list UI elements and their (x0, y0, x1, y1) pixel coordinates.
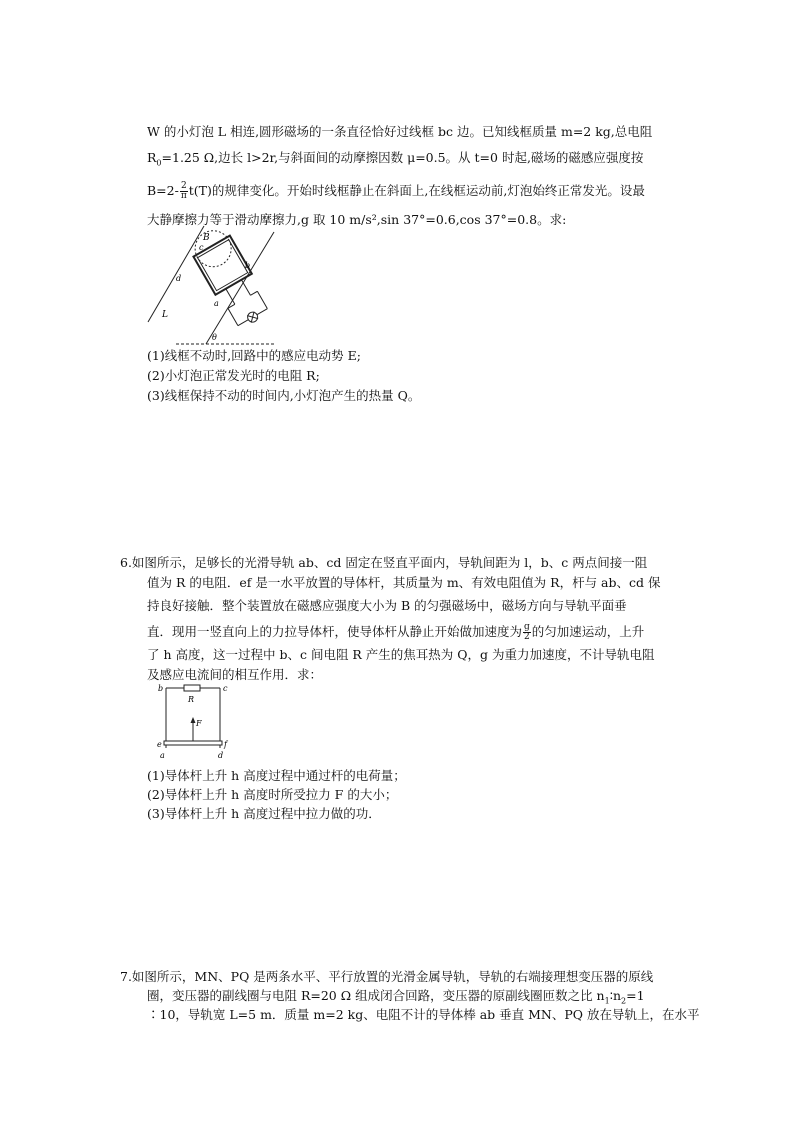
p6-question-1: (1)导体杆上升 h 高度过程中通过杆的电荷量； (147, 768, 406, 783)
p5-line1: W 的小灯泡 L 相连,圆形磁场的一条直径恰好过线框 bc 边。已知线框质量 m=2 kg,总电阻 (147, 124, 653, 139)
fraction: $\frac{g}{2}$ (524, 622, 530, 642)
label-b: b (158, 684, 164, 693)
p6-question-3: (3)导体杆上升 h 高度过程中拉力做的功． (147, 806, 381, 821)
label-a: a (214, 299, 219, 308)
p5-line3: B=2- $\frac{2}{\pi}$ t(T)的规律变化。开始时线框静止在斜面上,在线框运动前,灯泡始终正常发光。设最 (147, 181, 645, 201)
p5-question-1: (1)线框不动时,回路中的感应电动势 E; (147, 348, 361, 363)
incline-frame-figure (146, 224, 286, 346)
p6-line5: 了 h 高度，这一过程中 b、c 间电阻 R 产生的焦耳热为 Q，g 为重力加速度，不计导轨电阻 (147, 647, 655, 662)
label-B: B (203, 233, 210, 243)
label-F: F (196, 719, 202, 728)
label-b: b (245, 261, 251, 270)
p5-line4: 大静摩擦力等于滑动摩擦力,g 取 10 m/s²,sin 37°=0.6,cos 37°=0.8。求: (147, 212, 567, 227)
fraction: $\frac{2}{\pi}$ (180, 181, 187, 201)
p7-line3: ∶10，导轨宽 L=5 m．质量 m=2 kg、电阻不计的导体棒 ab 垂直 MN、PQ 放在导轨上，在水平 (147, 1007, 700, 1022)
label-d: d (218, 751, 224, 760)
label-d: d (176, 274, 182, 283)
p5-line2: $R_0=1.25$ Ω,边长 l>2r,与斜面间的动摩擦因数 μ=0.5。从 t=0 时起,磁场的磁感应强度按 (147, 150, 644, 168)
label-L: L (162, 310, 168, 320)
p5-question-2: (2)小灯泡正常发光时的电阻 R; (147, 368, 320, 383)
p7-line1: 7.如图所示，MN、PQ 是两条水平、平行放置的光滑金属导轨，导轨的右端接理想变压器的原线 (120, 969, 654, 984)
p5-question-3: (3)线框保持不动的时间内,小灯泡产生的热量 Q。 (147, 388, 421, 403)
label-R: R (188, 695, 195, 704)
label-c: c (223, 684, 228, 693)
p6-line3: 持良好接触．整个装置放在磁感应强度大小为 B 的匀强磁场中，磁场方向与导轨平面垂 (147, 598, 627, 613)
p6-line2: 值为 R 的电阻．ef 是一水平放置的导体杆，其质量为 m、有效电阻值为 R，杆与 ab、cd 保 (147, 575, 661, 590)
label-f: f (224, 740, 227, 749)
p6-line1: 6.如图所示，足够长的光滑导轨 ab、cd 固定在竖直平面内，导轨间距为 l，b、c 两点间接一阻 (120, 555, 648, 570)
p6-line6: 及感应电流间的相互作用．求： (147, 667, 323, 682)
label-e: e (157, 740, 162, 749)
rails-rod-figure (156, 680, 232, 764)
p6-line4: 直．现用一竖直向上的力拉导体杆，使导体杆从静止开始做加速度为 $\frac{g}{2}$ 的匀加速运动，上升 (147, 622, 645, 642)
p6-question-2: (2)导体杆上升 h 高度时所受拉力 F 的大小； (147, 787, 398, 802)
label-a: a (160, 751, 165, 760)
label-c: c (199, 243, 204, 252)
label-theta: θ (212, 333, 217, 342)
p7-line2: 圈，变压器的副线圈与电阻 R=20 Ω 组成闭合回路，变压器的原副线圈匝数之比 $n_1∶n_2=1$ (147, 988, 645, 1006)
